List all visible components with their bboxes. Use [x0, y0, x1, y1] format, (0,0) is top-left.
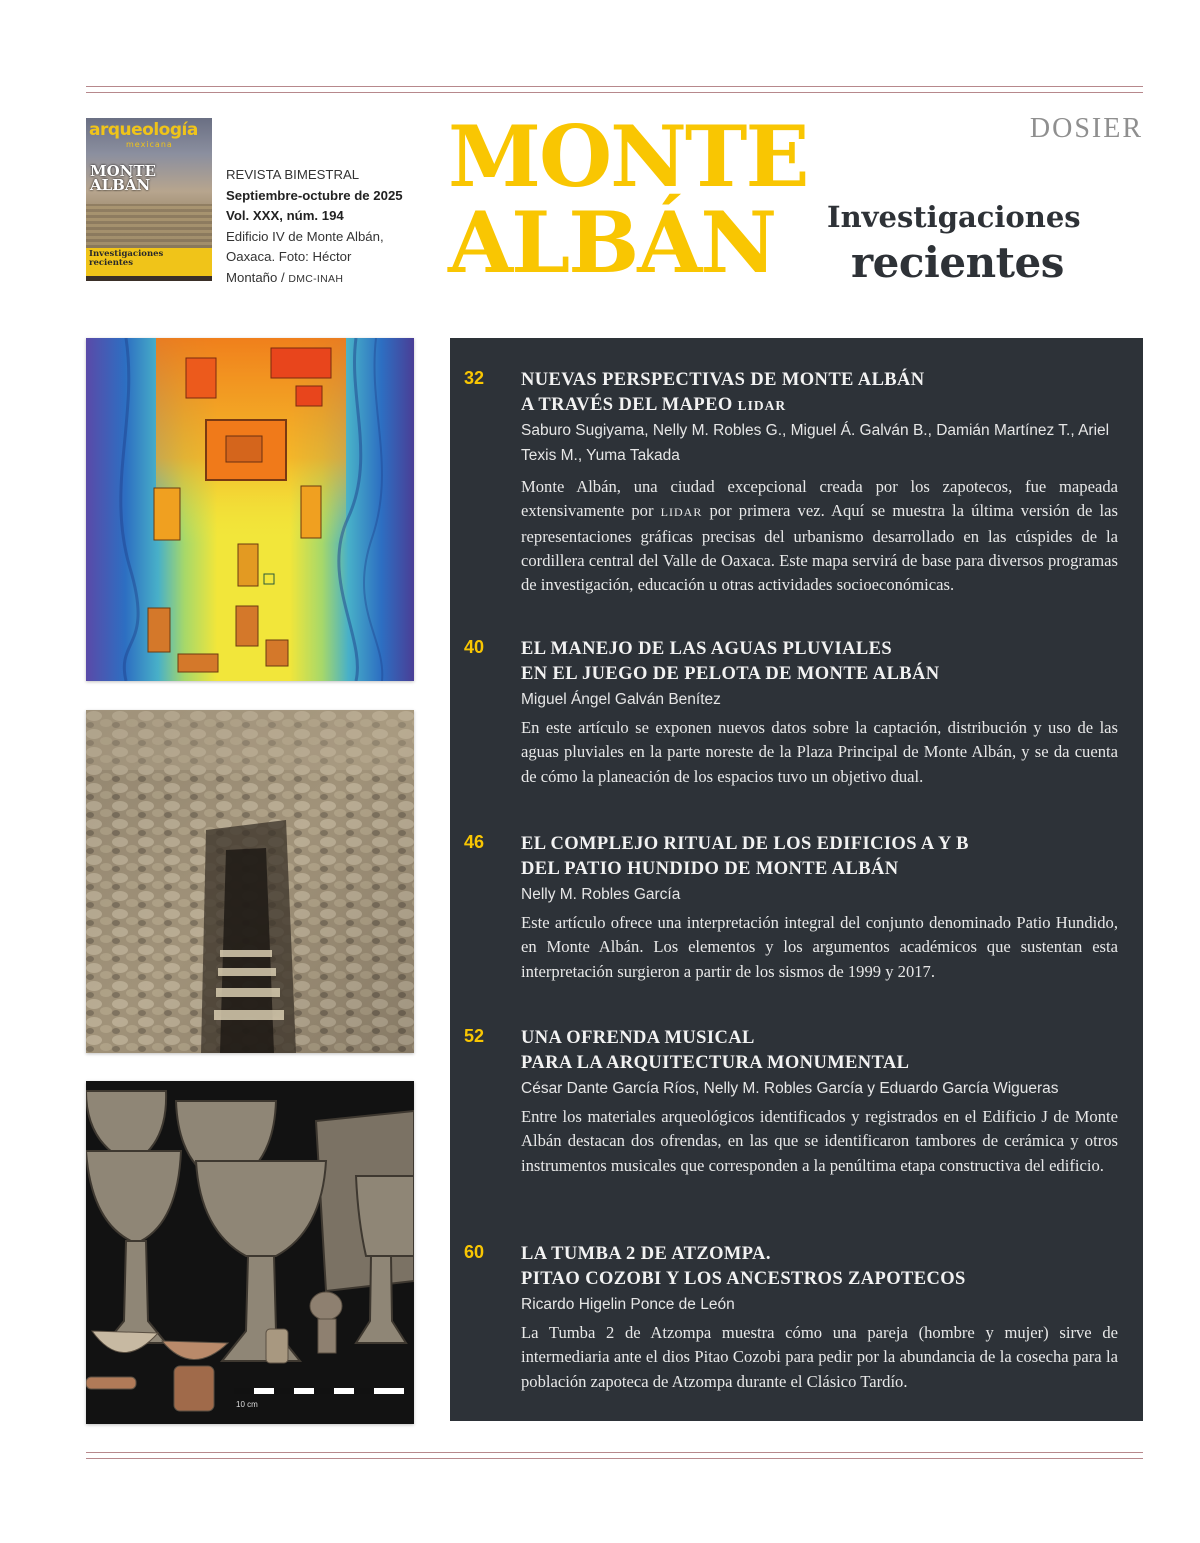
cover-title: MONTE ALBÁN — [90, 162, 156, 194]
ceramics-photo — [86, 1081, 414, 1424]
toc-summary: Monte Albán, una ciudad excepcional creada por los zapotecos, fue mapeada extensivamente por LIDAR por primera vez. Aquí se muestra la última versión de las representaciones gráficas precisas del urbanismo desarrollado en las cúspides de la cordillera central del Valle de Oaxaca. Este mapa servirá de base para diversos programas de investigación, educación u otras actividades socioeconómicas. — [521, 477, 1118, 595]
cover-brand-sub: mexicana — [126, 140, 173, 149]
scale-label: 10 cm — [236, 1400, 258, 1409]
magazine-cover-thumbnail — [86, 118, 212, 281]
cover-footer-strip — [86, 276, 212, 281]
toc-title: LA TUMBA 2 DE ATZOMPA. PITAO COZOBI Y LOS ANCESTROS ZAPOTECOS — [521, 1244, 966, 1289]
toc-authors: Nelly M. Robles García — [521, 886, 681, 903]
toc-authors: César Dante García Ríos, Nelly M. Robles García y Eduardo García Wigueras — [521, 1080, 1059, 1097]
cover-subtitle: Investigaciones recientes — [89, 249, 164, 268]
toc-summary: En este artículo se exponen nuevos datos sobre la captación, distribución y uso de las aguas pluviales en la parte noreste de la Plaza Principal de Monte Albán, y se da cuenta de cómo la planeación de los espacios tuvo un objetivo dual. — [521, 718, 1118, 786]
section-label: DOSIER — [1029, 113, 1143, 144]
dossier-title: MONTE ALBÁN — [448, 107, 808, 292]
dossier-subtitle-line2: recientes — [851, 238, 1064, 287]
toc-title: UNA OFRENDA MUSICAL PARA LA ARQUITECTURA MONUMENTAL — [521, 1028, 910, 1073]
toc-title: NUEVAS PERSPECTIVAS DE MONTE ALBÁN A TRAVÉS DEL MAPEO LIDAR — [521, 370, 925, 415]
toc-page-number: 46 — [464, 832, 485, 852]
cover-brand: arqueología — [89, 120, 198, 140]
toc-title: EL COMPLEJO RITUAL DE LOS EDIFICIOS A Y B DEL PATIO HUNDIDO DE MONTE ALBÁN — [521, 834, 969, 879]
excavation-photo — [86, 710, 414, 1053]
toc-summary: La Tumba 2 de Atzompa muestra cómo una pareja (hombre y mujer) sirve de intermediaria ante el dios Pitao Cozobi para pedir por la abundancia de la cosecha para la población zapoteca de Atzompa durante el Clásico Tardío. — [521, 1323, 1118, 1391]
dossier-subtitle-line1: Investigaciones — [827, 200, 1081, 234]
toc-authors: Miguel Ángel Galván Benítez — [521, 691, 721, 708]
top-rule — [86, 86, 1143, 93]
toc-summary: Entre los materiales arqueológicos identificados y registrados en el Edificio J de Monte Albán destacan dos ofrendas, en las que se identificaron tambores de cerámica y otros instrumentos musicales que corresponden a la penúltima etapa constructiva del edificio. — [521, 1107, 1118, 1175]
toc-title: EL MANEJO DE LAS AGUAS PLUVIALES EN EL JUEGO DE PELOTA DE MONTE ALBÁN — [521, 639, 940, 684]
toc-summary: Este artículo ofrece una interpretación integral del conjunto denominado Patio Hundido, en Monte Albán. Los elementos y los argumentos académicos que sustentan esta interpretación surgieron a partir de los sismos de 1999 y 2017. — [521, 913, 1118, 981]
toc-page-number: 32 — [464, 368, 485, 388]
cover-ruins-image — [86, 204, 212, 248]
toc-page-number: 60 — [464, 1242, 485, 1262]
issue-info: REVISTA BIMESTRAL Septiembre-octubre de 2025 Vol. XXX, núm. 194 Edificio IV de Monte Albán, Oaxaca. Foto: Héctor Montaño / DMC-INAH — [226, 167, 403, 285]
lidar-map-image — [86, 338, 414, 681]
toc-authors: Saburo Sugiyama, Nelly M. Robles G., Miguel Á. Galván B., Damián Martínez T., Ariel Texis M., Yuma Takada — [521, 422, 1110, 464]
toc-page-number: 40 — [464, 637, 485, 657]
toc-page-number: 52 — [464, 1026, 485, 1046]
toc-panel — [450, 338, 1143, 1421]
bottom-rule — [86, 1452, 1143, 1459]
toc-authors: Ricardo Higelin Ponce de León — [521, 1296, 735, 1313]
